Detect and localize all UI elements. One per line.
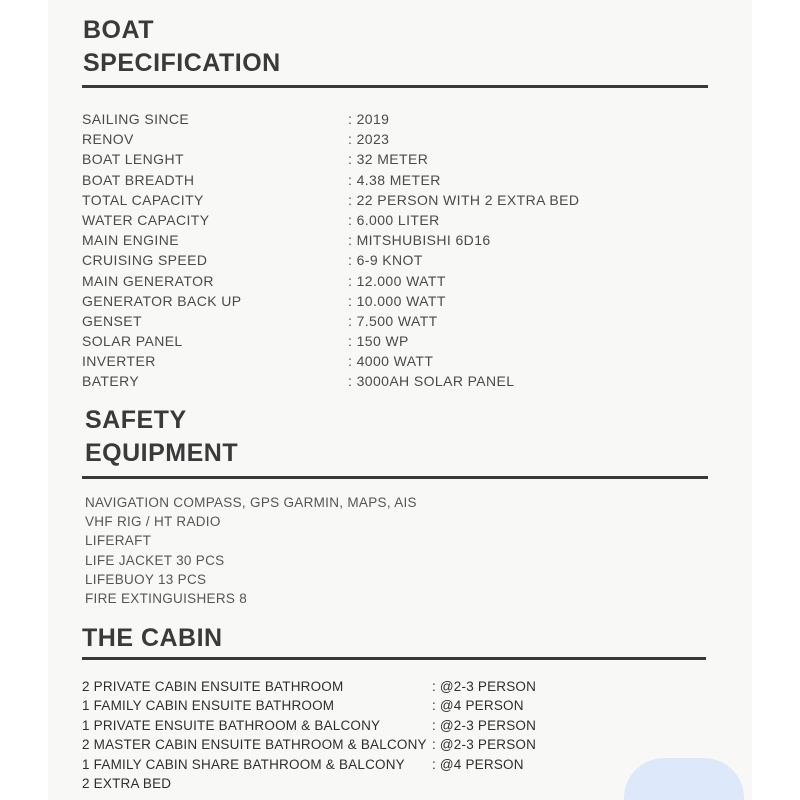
cabin-divider	[82, 657, 706, 660]
left-margin	[0, 0, 48, 800]
safety-title-line1: SAFETY	[85, 406, 187, 434]
cabin-label: 2 MASTER CABIN ENSUITE BATHROOM & BALCONY	[82, 737, 427, 753]
spec-value: : 2023	[348, 131, 390, 148]
spec-label: WATER CAPACITY	[82, 211, 210, 228]
cabin-label: 1 FAMILY CABIN ENSUITE BATHROOM	[82, 698, 335, 714]
spec-value: : 10.000 WATT	[348, 292, 446, 309]
safety-item: VHF RIG / HT RADIO	[85, 514, 221, 530]
spec-label: MAIN GENERATOR	[82, 272, 214, 289]
cabin-row	[82, 774, 702, 793]
spec-row	[82, 250, 702, 270]
spec-value: : 2019	[348, 111, 390, 127]
cabin-list	[82, 677, 702, 793]
spec-value: : 6.000 LITER	[348, 211, 440, 228]
spec-value: : 12.000 WATT	[348, 272, 446, 289]
spec-label: SAILING SINCE	[82, 111, 190, 127]
safety-divider	[82, 476, 708, 479]
cabin-row	[82, 696, 702, 715]
spec-row	[82, 190, 702, 210]
spec-value: : 22 PERSON WITH 2 EXTRA BED	[348, 191, 580, 208]
spec-label: GENERATOR BACK UP	[82, 292, 242, 309]
spec-value: : 4.38 METER	[348, 171, 441, 188]
spec-value: : 3000AH SOLAR PANEL	[348, 373, 515, 390]
cabin-row	[82, 716, 702, 735]
cabin-label: 2 PRIVATE CABIN ENSUITE BATHROOM	[82, 679, 344, 694]
spec-label: BOAT BREADTH	[82, 171, 195, 188]
cabin-heading: THE CABIN	[82, 624, 223, 652]
cabin-row	[82, 735, 702, 754]
spec-value: : 4000 WATT	[348, 353, 434, 370]
spec-row	[82, 351, 702, 371]
spec-label: MAIN ENGINE	[82, 232, 179, 249]
safety-list	[85, 493, 417, 608]
cabin-label: 2 EXTRA BED	[82, 775, 172, 791]
spec-row	[82, 149, 702, 169]
spec-label: BATERY	[82, 373, 140, 390]
spec-row	[82, 291, 702, 311]
spec-row	[82, 109, 702, 129]
boat-spec-list	[82, 109, 702, 392]
cabin-label: 1 PRIVATE ENSUITE BATHROOM & BALCONY	[82, 717, 381, 733]
spec-value: : 32 METER	[348, 151, 429, 168]
boat-spec-heading	[83, 14, 281, 80]
safety-item: LIFE JACKET 30 PCS	[85, 552, 225, 568]
cabin-value: : @2-3 PERSON	[432, 737, 537, 753]
spec-row	[82, 371, 702, 391]
spec-row	[82, 331, 702, 351]
spec-label: RENOV	[82, 131, 134, 148]
right-margin	[752, 0, 800, 800]
spec-row	[82, 129, 702, 149]
boat-spec-divider	[82, 85, 708, 88]
spec-label: GENSET	[82, 312, 142, 329]
boat-spec-title-line1: BOAT	[83, 16, 154, 44]
cabin-value: : @2-3 PERSON	[432, 679, 537, 694]
spec-row	[82, 170, 702, 190]
safety-item: FIRE EXTINGUISHERS 8	[85, 590, 248, 606]
safety-heading	[85, 404, 238, 470]
spec-label: TOTAL CAPACITY	[82, 191, 204, 208]
floating-action-button[interactable]	[624, 758, 744, 800]
spec-row	[82, 311, 702, 331]
spec-label: BOAT LENGHT	[82, 151, 184, 168]
safety-item: NAVIGATION COMPASS, GPS GARMIN, MAPS, AIS	[85, 495, 417, 510]
spec-value: : 7.500 WATT	[348, 312, 438, 329]
cabin-row	[82, 755, 702, 774]
spec-label: SOLAR PANEL	[82, 333, 183, 350]
document-page	[48, 0, 752, 800]
safety-item: LIFEBUOY 13 PCS	[85, 571, 207, 587]
cabin-label: 1 FAMILY CABIN SHARE BATHROOM & BALCONY	[82, 756, 405, 772]
cabin-row	[82, 677, 702, 696]
spec-label: INVERTER	[82, 353, 156, 370]
spec-row	[82, 230, 702, 250]
cabin-value: : @2-3 PERSON	[432, 717, 537, 733]
spec-value: : 150 WP	[348, 333, 409, 350]
safety-title-line2: EQUIPMENT	[85, 439, 239, 467]
cabin-value: : @4 PERSON	[432, 756, 524, 772]
spec-label: CRUISING SPEED	[82, 252, 208, 269]
cabin-value: : @4 PERSON	[432, 698, 524, 714]
spec-value: : MITSHUBISHI 6D16	[348, 232, 491, 249]
spec-row	[82, 210, 702, 230]
spec-row	[82, 271, 702, 291]
spec-value: : 6-9 KNOT	[348, 252, 423, 269]
boat-spec-title-line2: SPECIFICATION	[83, 49, 281, 77]
safety-item: LIFERAFT	[85, 533, 152, 549]
